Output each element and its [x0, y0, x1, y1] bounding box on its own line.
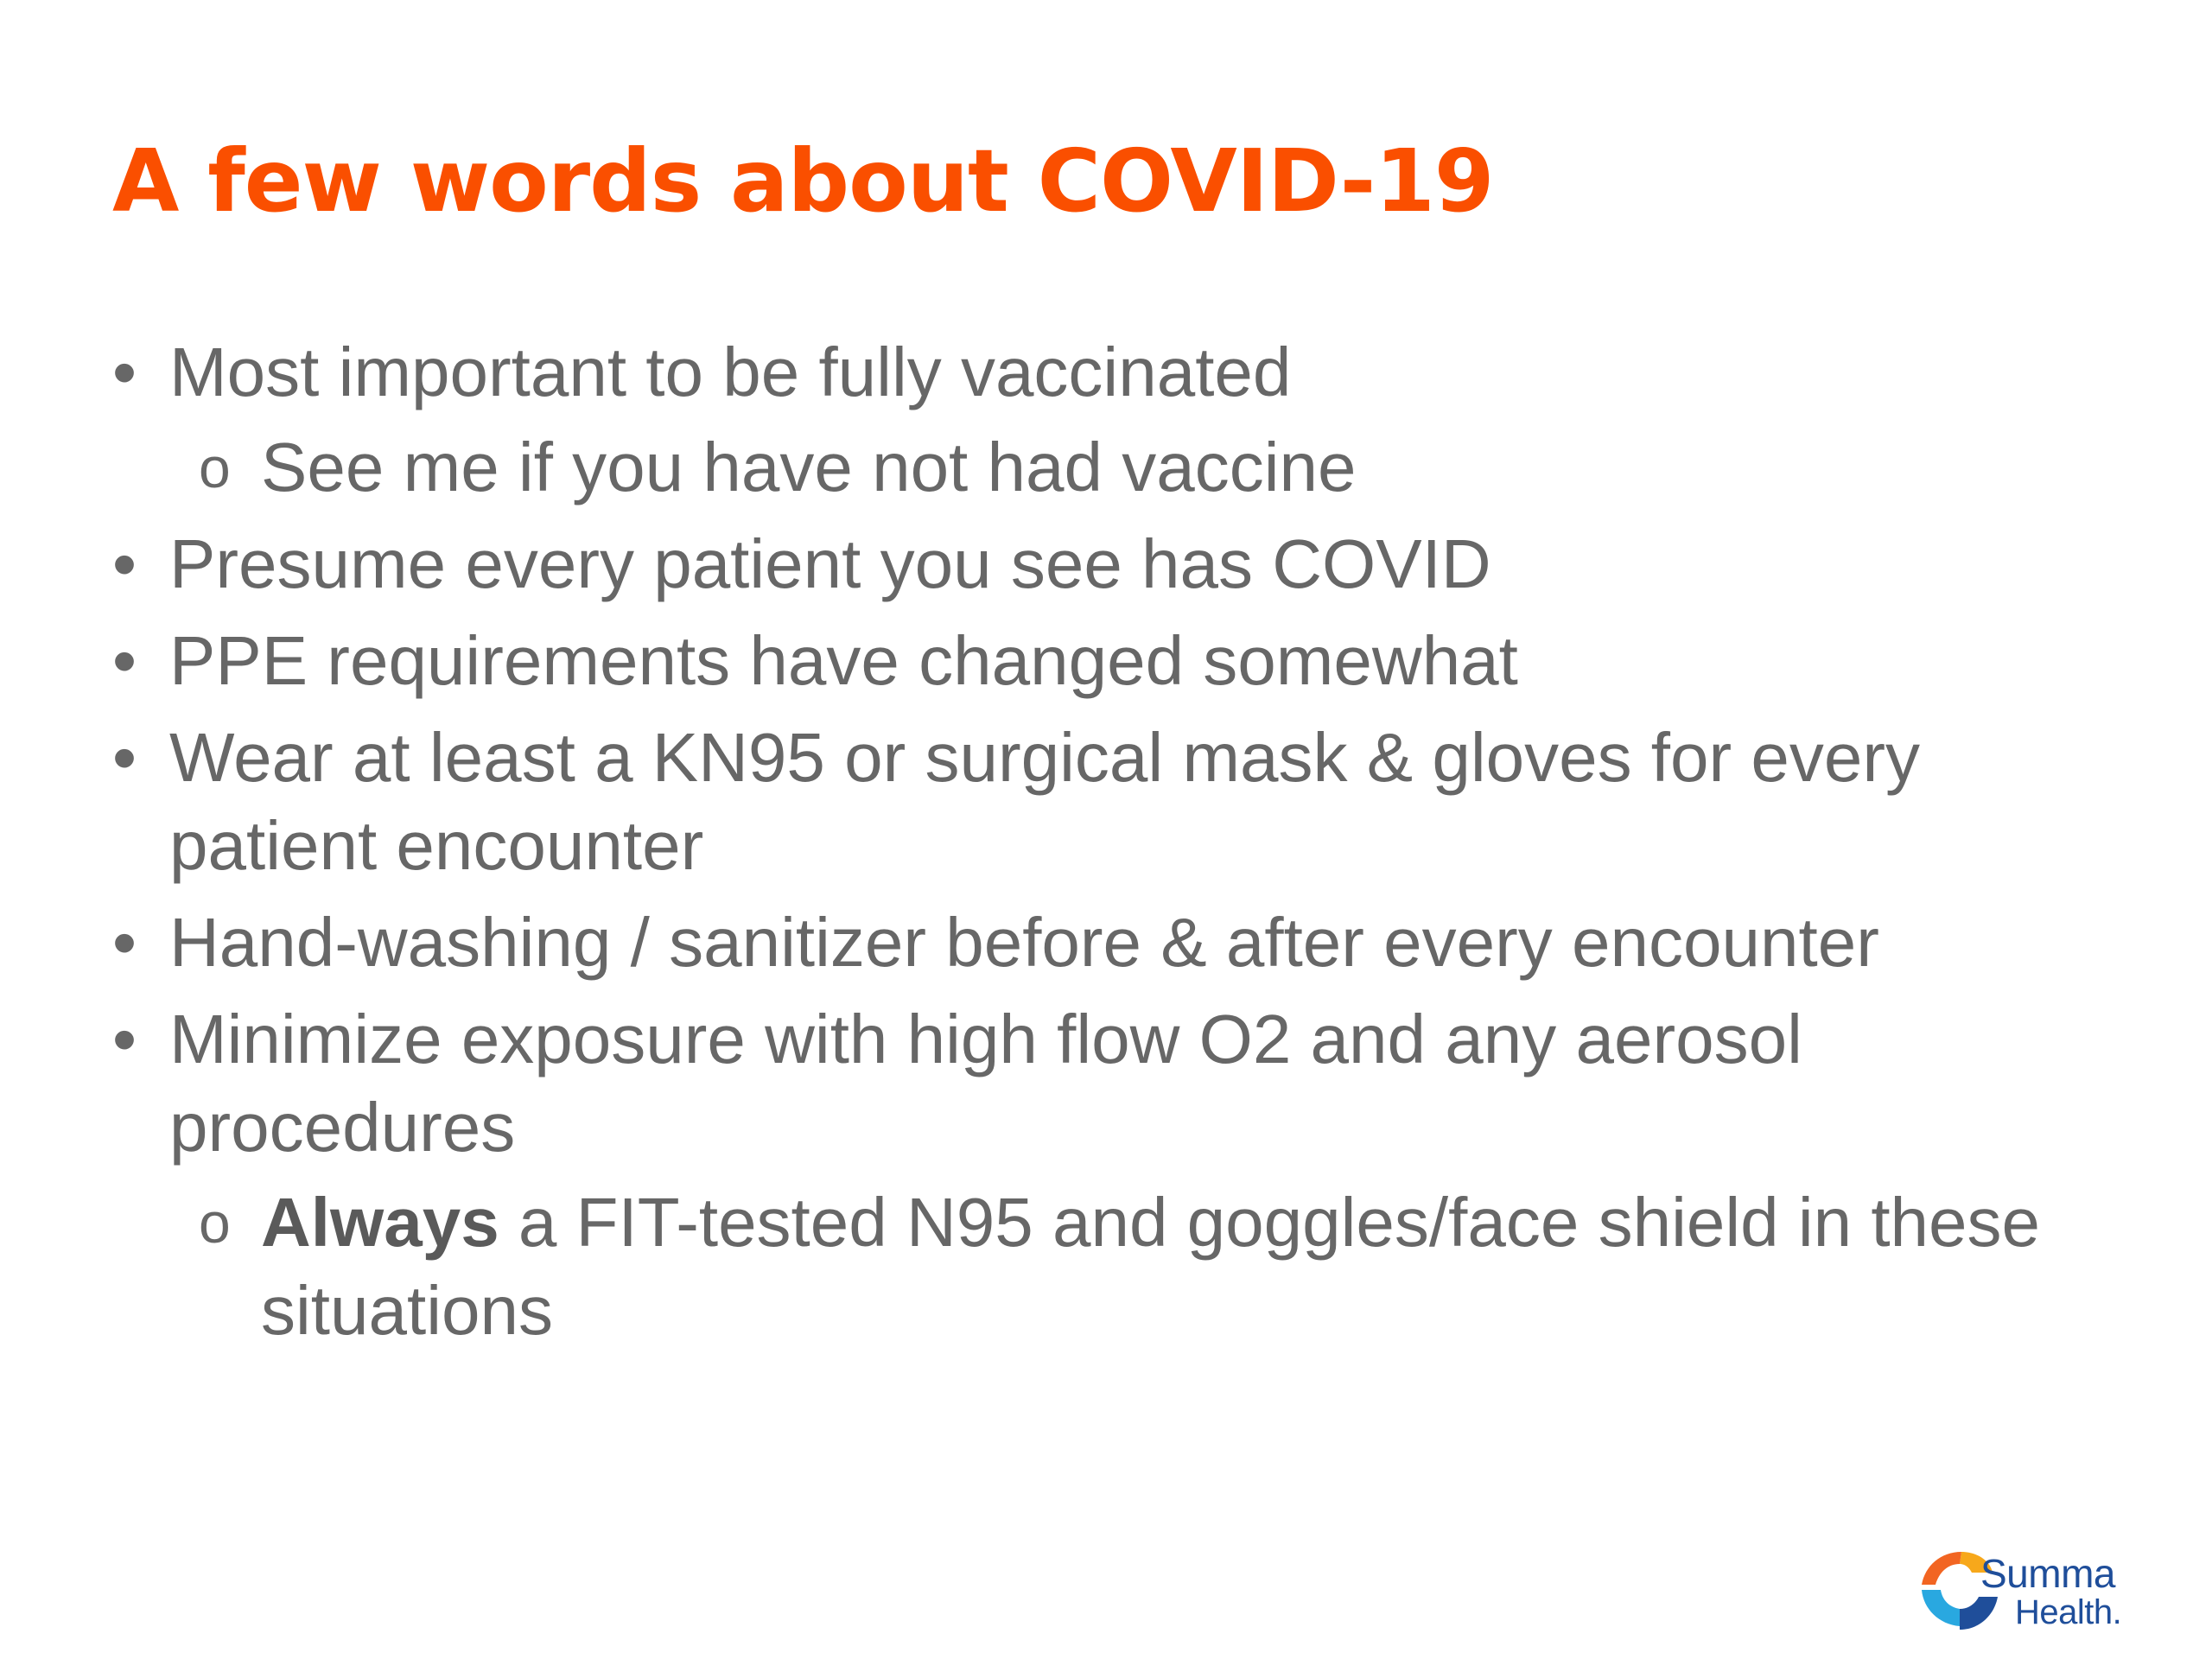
- sub-bullet-item: [112, 1179, 2143, 1355]
- bullet-item: [112, 328, 2143, 416]
- bullet-marker: •: [112, 1001, 137, 1077]
- bullet-item: [112, 899, 2143, 987]
- bullet-text: Minimize exposure with high flow O2 and any aerosol procedures: [169, 1001, 1802, 1166]
- bullet-text: Wear at least a KN95 or surgical mask & gloves for every patient encounter: [169, 719, 1921, 884]
- emphasis-text: Always: [261, 1184, 499, 1261]
- bullet-text: PPE requirements have changed somewhat: [169, 622, 1518, 699]
- sub-bullet-marker: o: [199, 1191, 231, 1255]
- logo-wordmark: [1980, 1551, 2122, 1631]
- sub-bullet-marker: o: [199, 435, 231, 499]
- summa-health-logo: [1918, 1547, 2143, 1642]
- bullet-marker: •: [112, 622, 137, 699]
- bullet-item: [112, 520, 2143, 608]
- sub-bullet-item: [112, 423, 2143, 512]
- slide-title: A few words about COVID-19: [112, 130, 1494, 232]
- logo-line1: Summa: [1980, 1551, 2115, 1596]
- bullet-item: [112, 995, 2143, 1172]
- bullet-marker: •: [112, 525, 137, 602]
- bullet-marker: •: [112, 334, 137, 410]
- bullet-text: Hand-washing / sanitizer before & after every encounter: [169, 904, 1879, 981]
- bullet-text: Most important to be fully vaccinated: [169, 334, 1292, 410]
- bullet-list: [112, 328, 2143, 1355]
- bullet-item: [112, 617, 2143, 705]
- logo-line2: Health.: [2015, 1593, 2122, 1631]
- bullet-marker: •: [112, 719, 137, 796]
- sub-bullet-rest-text: a FIT-tested N95 and goggles/face shield in these situations: [261, 1184, 2041, 1349]
- sub-bullet-text: See me if you have not had vaccine: [261, 429, 1357, 505]
- bullet-marker: •: [112, 904, 137, 981]
- sub-bullet-text: [261, 1184, 2040, 1349]
- bullet-text: Presume every patient you see has COVID: [169, 525, 1491, 602]
- bullet-item: [112, 714, 2143, 890]
